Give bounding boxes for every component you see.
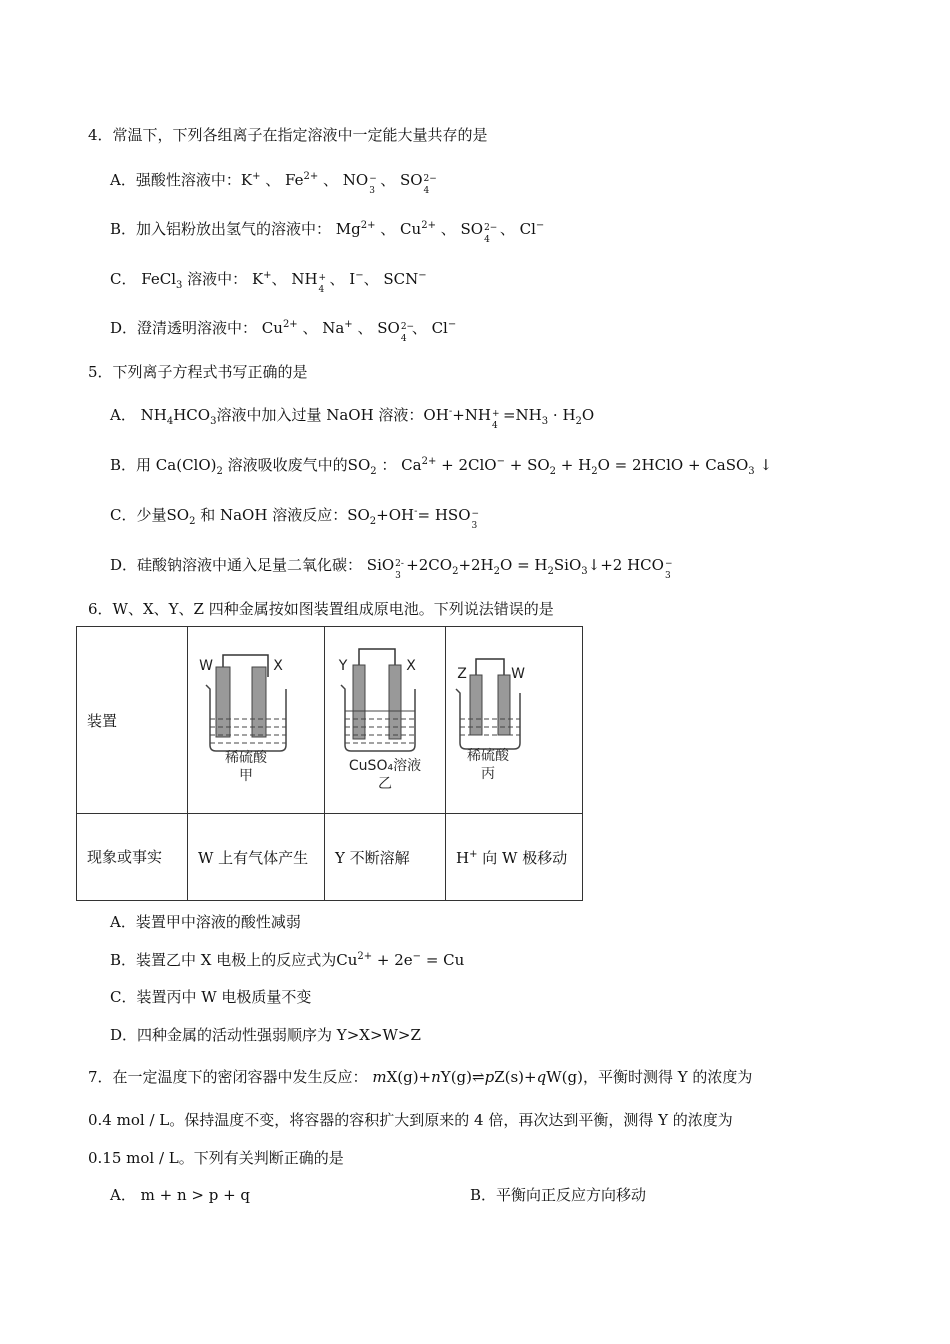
- galvanic-cell-diagram: [188, 627, 324, 813]
- electrode-label: Z: [457, 666, 467, 682]
- galvanic-cell-diagram: [446, 627, 582, 813]
- apparatus-name: 丙: [481, 766, 495, 782]
- fact-bing: H+ 向 W 极移动: [446, 814, 583, 901]
- q7-line2: 0.4 mol / L。保持温度不变，将容器的容积扩大到原来的 4 倍，再次达到平衡，测得 Y 的浓度为: [88, 1111, 733, 1129]
- apparatus-name: 乙: [378, 776, 392, 792]
- fact-yi: Y 不断溶解: [325, 814, 446, 901]
- fact-jia: W 上有气体产生: [188, 814, 325, 901]
- q5-option-a: A． $NH_4HCO_3$溶液中加入过量 NaOH 溶液：OH-+NH + 4 $=NH_3 \cdot H_2O$: [110, 406, 595, 431]
- q6-stem: 6．W、X、Y、Z 四种金属按如图装置组成原电池。下列说法错误的是: [88, 600, 554, 618]
- q5-option-d: D．硅酸钠溶液中通入足量二氧化碳： SiO 2- 3 $+2CO_2+2H_2O$ = $H_2SiO_3↓+2$ HCO − 3: [110, 556, 673, 581]
- q6-option-d: D．四种金属的活动性强弱顺序为 Y>X>W>Z: [110, 1026, 421, 1044]
- q7-option-a: A． m + n > p + q: [110, 1186, 251, 1204]
- q4-option-b: B．加入铝粉放出氢气的溶液中： $Mg^{2+}$ 、 $Cu^{2+}$ 、 SO 2− 4 、 Cl−: [110, 220, 545, 245]
- electrode-label: Y: [338, 658, 348, 674]
- electrode-label: X: [406, 658, 416, 674]
- q5-option-b: B．用 $Ca(ClO)_2$ 溶液吸收废气中的$SO_2$ ： $Ca^{2+} + 2ClO^- + SO_2 + H_2O$ = 2HClO + CaSO$_3$ ↓: [110, 456, 773, 477]
- q4-option-c: C． FeCl$_3$ 溶液中： K+、 NH + 4 、 I−、 SCN−: [110, 270, 427, 295]
- electrode-label: W: [199, 658, 213, 674]
- q7-line3: 0.15 mol / L。下列有关判断正确的是: [88, 1149, 344, 1167]
- apparatus-yi: [325, 627, 446, 814]
- apparatus-jia: [188, 627, 325, 814]
- apparatus-name: 甲: [239, 768, 253, 784]
- solution-label: 稀硫酸: [467, 748, 509, 764]
- q4-option-a: A．强酸性溶液中：K+ 、 $Fe^{2+}$ 、 NO − 3 、 SO 2− 4: [110, 171, 437, 196]
- q6-option-a: A．装置甲中溶液的酸性减弱: [110, 913, 301, 931]
- q6-experiment-table: [76, 626, 583, 901]
- q5-stem: 5．下列离子方程式书写正确的是: [88, 363, 308, 381]
- q7-option-b: B．平衡向正反应方向移动: [470, 1186, 647, 1204]
- row-label-phenomenon: 现象或事实: [77, 814, 188, 901]
- q5-option-c: C．少量$SO_2$ 和 NaOH 溶液反应：$SO_2+OH^-=$ HSO − 3: [110, 506, 480, 531]
- q4-stem: 4．常温下，下列各组离子在指定溶液中一定能大量共存的是: [88, 126, 488, 144]
- solution-label: 稀硫酸: [225, 750, 267, 766]
- solution-label: CuSO₄溶液: [348, 758, 422, 774]
- electrode-label: X: [273, 658, 283, 674]
- q6-option-c: C．装置丙中 W 电极质量不变: [110, 988, 312, 1006]
- apparatus-bing: [446, 627, 583, 814]
- q6-option-b: B．装置乙中 X 电极上的反应式为$Cu^{2+} + 2e^- = Cu$: [110, 951, 465, 969]
- q4-option-d: D．澄清透明溶液中： $Cu^{2+}$ 、 Na+ 、 SO 2− 4 、 Cl−: [110, 319, 457, 344]
- row-label-apparatus: 装置: [77, 627, 188, 814]
- q7-stem: 7．在一定温度下的密闭容器中发生反应： mX(g)+nY(g)⇌pZ(s)+qW(g)，平衡时测得 Y 的浓度为: [88, 1068, 753, 1086]
- electrode-label: W: [511, 666, 525, 682]
